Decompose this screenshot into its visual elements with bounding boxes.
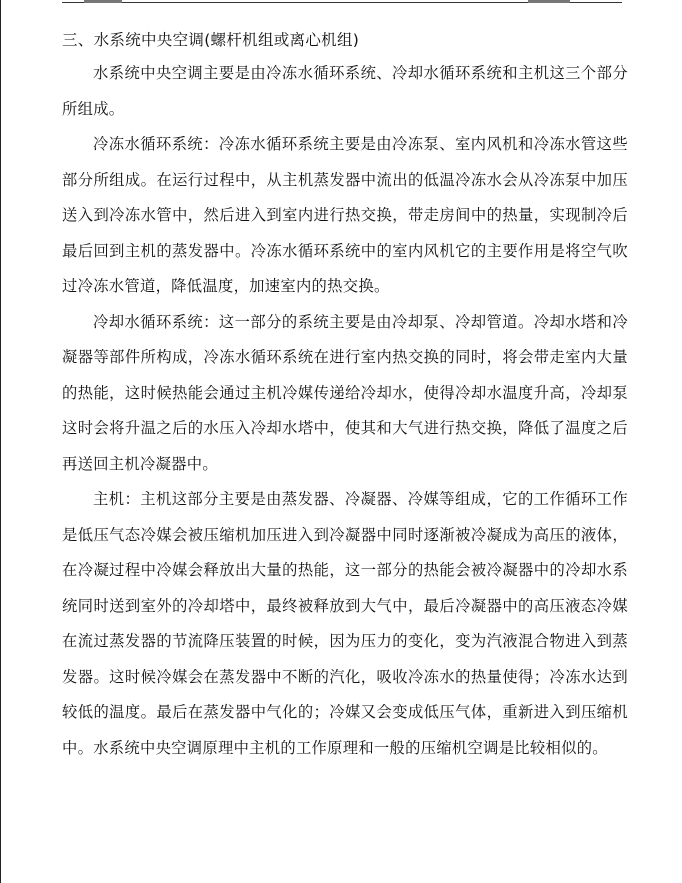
header-text-fragment — [528, 0, 570, 3]
header-text-fragment — [84, 0, 122, 3]
paragraph-chilled-water: 冷冻水循环系统：冷冻水循环系统主要是由冷冻泵、室内风机和冷冻水管这些部分所组成。在运行过程中，从主机蒸发器中流出的低温冷冻水会从冷冻泵中加压送入到冷冻水管中，然后进入到室内进行热交换，带走房间中的热量，实现制冷后最后回到主机的蒸发器中。冷冻水循环系统中的室内风机它的主要作用是将空气吹过冷冻水管道，降低温度，加速室内的热交换。 — [62, 135, 628, 295]
page-left-border — [0, 0, 1, 883]
paragraph-main-unit: 主机：主机这部分主要是由蒸发器、冷凝器、冷媒等组成，它的工作循环工作是低压气态冷媒会被压缩机加压进入到冷凝器中同时逐渐被冷凝成为高压的液体，在冷凝过程中冷媒会释放出大量的热能，这一部分的热能会被冷凝器中的冷却水系统同时送到室外的冷却塔中，最终被释放到大气中，最后冷凝器中的高压液态冷媒在流过蒸发器的节流降压装置的时候，因为压力的变化，变为汽液混合物进入到蒸发器。这时候冷媒会在蒸发器中不断的汽化，吸收冷冻水的热量使得；冷冻水达到较低的温度。最后在蒸发器中气化的；冷媒又会变成低压气体，重新进入到压缩机中。水系统中央空调原理中主机的工作原理和一般的压缩机空调是比较相似的。 — [62, 490, 628, 757]
section-heading: 三、水系统中央空调(螺杆机组或离心机组) — [62, 31, 360, 49]
paragraph-cooling-water: 冷却水循环系统：这一部分的系统主要是由冷却泵、冷却管道。冷却水塔和冷凝器等部件所构成，冷冻水循环系统在进行室内热交换的同时，将会带走室内大量的热能，这时候热能会通过主机冷媒传递给冷却水，使得冷却水温度升高，冷却泵这时会将升温之后的水压入冷却水塔中，使其和大气进行热交换，降低了温度之后再送回主机冷凝器中。 — [62, 312, 628, 473]
document-body — [62, 29, 628, 766]
paragraph-intro: 水系统中央空调主要是由冷冻水循环系统、冷却水循环系统和主机这三个部分所组成。 — [62, 64, 628, 118]
